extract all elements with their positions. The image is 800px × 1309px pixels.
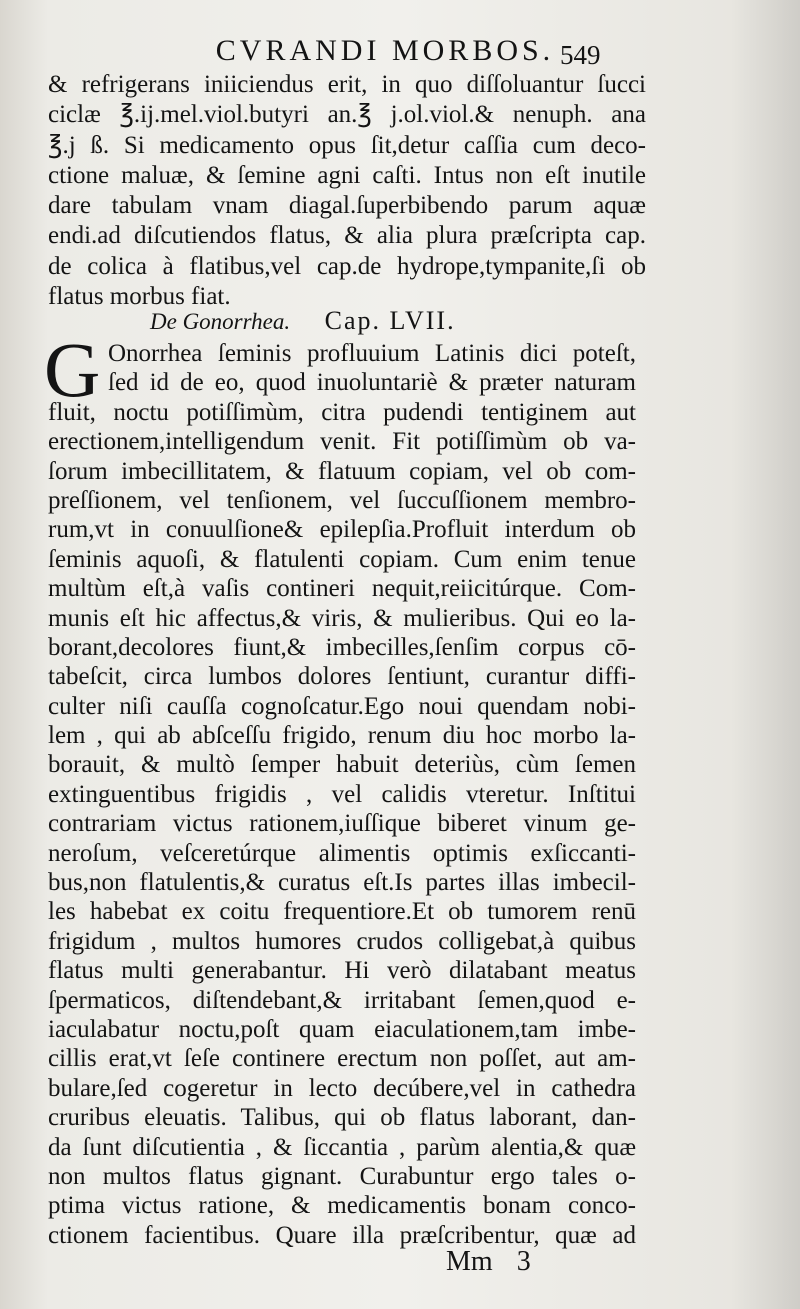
page-edge-shadow xyxy=(730,0,800,1309)
text-line: munis eſt hic affectus,& viris, & mulieribus. Qui eo la- xyxy=(48,604,636,632)
text-line: iaculabatur noctu,poſt quam eiaculationem,tam imbe- xyxy=(48,1015,636,1043)
text-line: borauit, & multò ſemper habuit deteriùs, cùm ſemen xyxy=(48,751,636,779)
text-line: rum,vt in conuulſione& epilepſia.Profluit interdum ob xyxy=(48,516,636,544)
text-line: borant,decolores fiunt,& imbecilles,ſenſim corpus cō- xyxy=(48,633,636,661)
drop-cap-initial: G xyxy=(44,326,101,413)
running-head: CVRANDI MORBOS. xyxy=(215,34,555,67)
text-line: ſed id de eo, quod inuoluntariè & præter naturam xyxy=(108,369,636,397)
signature-letters: Mm xyxy=(446,1246,493,1277)
text-line: flatus multi generabantur. Hi verò dilatabant meatus xyxy=(48,957,636,985)
page-number: 549 xyxy=(560,40,601,70)
text-line: ſorum imbecillitatem, & flatuum copiam, vel ob com- xyxy=(48,457,636,485)
text-line: neroſum, veſceretúrque alimentis optimis exſiccanti- xyxy=(48,839,636,867)
text-line: les habebat ex coitu frequentiore.Et ob tumorem renū xyxy=(48,898,636,926)
text-line: erectionem,intelligendum venit. Fit potiſſimùm ob va- xyxy=(48,428,636,456)
text-line: ℥.j ß. Si medicamento opus ſit,detur caſſia cum deco- xyxy=(48,131,646,159)
text-line: flatus morbus fiat. xyxy=(48,283,231,311)
text-line: Onorrhea ſeminis profluuium Latinis dici poteſt, xyxy=(108,340,636,367)
text-line: ptima victus ratione, & medicamentis bonam conco- xyxy=(48,1192,636,1220)
text-line: dare tabulam vnam diagal.ſuperbibendo parum aquæ xyxy=(48,192,646,220)
text-line: ſpermaticos, diſtendebant,& irritabant ſemen,quod e- xyxy=(48,986,636,1014)
text-line: frigidum , multos humores crudos colligebat,à quibus xyxy=(48,927,636,955)
text-line: ciclæ ℥.ij.mel.viol.butyri an.℥ j.ol.viol.& nenuph. ana xyxy=(48,101,646,129)
text-line: cruribus eleuatis. Talibus, qui ob flatus laborant, dan- xyxy=(48,1104,636,1132)
text-line: bus,non flatulentis,& curatus eſt.Is partes illas imbecil- xyxy=(48,869,636,897)
text-line: extinguentibus frigidis , vel calidis vteretur. Inſtitui xyxy=(48,780,636,808)
signature-mark xyxy=(446,1246,531,1278)
text-line: fluit, noctu potiſſimùm, citra pudendi tentiginem aut xyxy=(48,398,636,426)
chapter-heading xyxy=(150,306,456,336)
text-line: contrariam victus rationem,iuſſique biberet vinum ge- xyxy=(48,810,636,838)
text-line: ſeminis aquoſi, & flatulenti copiam. Cum enim tenue xyxy=(48,545,636,573)
text-line: ctionem facientibus. Quare illa præſcribentur, quæ ad xyxy=(48,1221,636,1249)
chapter-text xyxy=(44,326,636,1250)
text-line: non multos flatus gignant. Curabuntur ergo tales o- xyxy=(48,1162,636,1190)
chapter-label: Cap. LVII. xyxy=(324,306,456,335)
text-line: ctione maluæ, & ſemine agni caſti. Intus non eſt inutile xyxy=(48,161,646,189)
text-line: multùm eſt,à vaſis contineri nequit,reiicitúrque. Com- xyxy=(48,575,636,603)
text-line: bulare,ſed cogeretur in lecto decúbere,vel in cathedra xyxy=(48,1074,636,1102)
signature-number: 3 xyxy=(516,1246,531,1277)
text-line: de colica à flatibus,vel cap.de hydrope,tympanite,ſi ob xyxy=(48,252,646,280)
text-line: preſſionem, vel tenſionem, vel ſuccuſſionem membro- xyxy=(48,486,636,514)
continued-text xyxy=(48,70,646,312)
text-line: endi.ad diſcutiendos flatus, & alia plura præſcripta cap. xyxy=(48,222,646,250)
text-line: da ſunt diſcutientia , & ſiccantia , parùm alentia,& quæ xyxy=(48,1133,636,1161)
chapter-subtitle: De Gonorrhea. xyxy=(150,309,291,334)
text-line: lem , qui ab abſceſſu frigido, renum diu hoc morbo la- xyxy=(48,722,636,750)
text-line: cillis erat,vt ſeſe continere erectum non poſſet, aut am- xyxy=(48,1045,636,1073)
text-line: tabeſcit, circa lumbos dolores ſentiunt, curantur diffi- xyxy=(48,663,636,691)
text-line: culter niſi cauſſa cognoſcatur.Ego noui quendam nobi- xyxy=(48,692,636,720)
text-line: & refrigerans iniiciendus erit, in quo diſſoluantur ſucci xyxy=(48,71,646,98)
